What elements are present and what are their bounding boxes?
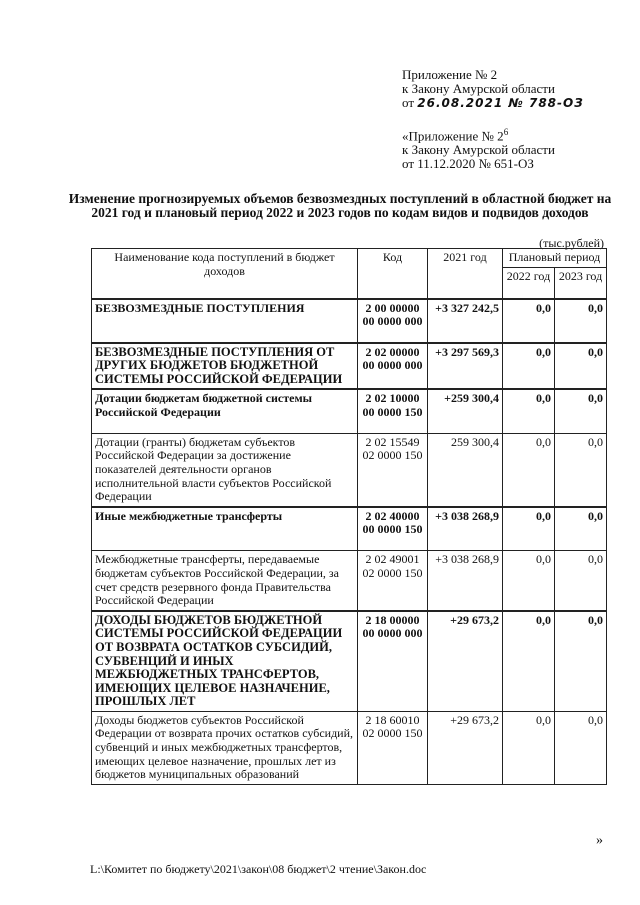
row-code: 2 18 60010 02 0000 150: [358, 711, 428, 784]
row-name: БЕЗВОЗМЕЗДНЫЕ ПОСТУПЛЕНИЯ ОТ ДРУГИХ БЮДЖЕТОВ БЮДЖЕТНОЙ СИСТЕМЫ РОССИЙСКОЙ ФЕДЕРАЦИИ: [92, 343, 358, 390]
row-2023: 0,0: [555, 611, 607, 712]
attachment-law: к Закону Амурской области: [402, 81, 555, 96]
header-2023: 2023 год: [555, 267, 607, 299]
row-2022: 0,0: [503, 611, 555, 712]
row-2021: +3 297 569,3: [428, 343, 503, 390]
header-name: Наименование кода поступлений в бюджет доходов: [92, 249, 358, 299]
row-2021: +3 327 242,5: [428, 299, 503, 343]
budget-table: [91, 248, 607, 785]
attachment-number: Приложение № 2: [402, 67, 498, 82]
handwritten-date-number: 26.08.2021 № 788-ОЗ: [417, 96, 584, 110]
header-code: Код: [358, 249, 428, 299]
row-2021: +259 300,4: [428, 389, 503, 433]
row-name: Межбюджетные трансферты, передаваемые бюджетам субъектов Российской Федерации, за счет средств резервного фонда Правительства Российской Федерации: [92, 551, 358, 611]
row-2021: +3 038 268,9: [428, 551, 503, 611]
attachment-block: [402, 68, 632, 110]
row-2022: 0,0: [503, 551, 555, 611]
row-name: Иные межбюджетные трансферты: [92, 507, 358, 551]
row-2022: 0,0: [503, 343, 555, 390]
footer-file-path: L:\Комитет по бюджету\2021\закон\08 бюджет\2 чтение\Закон.doc: [90, 862, 427, 876]
table-row: [92, 299, 607, 343]
closing-quote: »: [596, 833, 603, 848]
row-name: Дотации (гранты) бюджетам субъектов Российской Федерации за достижение показателей деятельности органов исполнительной власти субъектов Российской Федерации: [92, 433, 358, 506]
attachment-date: [402, 96, 632, 110]
row-2021: +29 673,2: [428, 611, 503, 712]
table-row: [92, 551, 607, 611]
attachment-date-prefix: от: [402, 95, 415, 110]
units-label: (тыс.рублей): [539, 236, 604, 250]
row-2023: 0,0: [555, 433, 607, 506]
original-attachment-superscript: 6: [503, 127, 509, 137]
row-2022: 0,0: [503, 299, 555, 343]
table-row: [92, 343, 607, 390]
row-code: 2 00 00000 00 0000 000: [358, 299, 428, 343]
document-title: Изменение прогнозируемых объемов безвозмездных поступлений в областной бюджет на 2021 год и плановый период 2022 и 2023 годов по кодам видов и подвидов доходов: [68, 191, 612, 220]
header-2021: 2021 год: [428, 249, 503, 299]
row-code: 2 18 00000 00 0000 000: [358, 611, 428, 712]
table-row: [92, 611, 607, 712]
row-2023: 0,0: [555, 551, 607, 611]
row-name: Доходы бюджетов субъектов Российской Федерации от возврата прочих остатков субсидий, субвенций и иных межбюджетных трансфертов, имеющих целевое назначение, прошлых лет из бюджетов муниципальных образований: [92, 711, 358, 784]
row-2023: 0,0: [555, 299, 607, 343]
row-2021: 259 300,4: [428, 433, 503, 506]
header-2022: 2022 год: [503, 267, 555, 299]
row-2022: 0,0: [503, 507, 555, 551]
row-2023: 0,0: [555, 343, 607, 390]
row-2022: 0,0: [503, 711, 555, 784]
row-2023: 0,0: [555, 711, 607, 784]
table-row: [92, 507, 607, 551]
row-2022: 0,0: [503, 389, 555, 433]
table-row: [92, 389, 607, 433]
original-attachment-number-text: «Приложение № 2: [402, 128, 504, 144]
row-2022: 0,0: [503, 433, 555, 506]
row-2021: +29 673,2: [428, 711, 503, 784]
row-code: 2 02 00000 00 0000 000: [358, 343, 428, 390]
row-code: 2 02 40000 00 0000 150: [358, 507, 428, 551]
row-2023: 0,0: [555, 389, 607, 433]
row-code: 2 02 49001 02 0000 150: [358, 551, 428, 611]
row-name: Дотации бюджетам бюджетной системы Российской Федерации: [92, 389, 358, 433]
row-name: ДОХОДЫ БЮДЖЕТОВ БЮДЖЕТНОЙ СИСТЕМЫ РОССИЙСКОЙ ФЕДЕРАЦИИ ОТ ВОЗВРАТА ОСТАТКОВ СУБСИДИЙ, СУБВЕНЦИЙ И ИНЫХ МЕЖБЮДЖЕТНЫХ ТРАНСФЕРТОВ, ИМЕЮЩИХ ЦЕЛЕВОЕ НАЗНАЧЕНИЕ, ПРОШЛЫХ ЛЕТ: [92, 611, 358, 712]
header-planned-period: Плановый период: [503, 249, 607, 268]
original-attachment-block: [402, 125, 632, 171]
original-attachment-number: [402, 125, 632, 143]
row-2021: +3 038 268,9: [428, 507, 503, 551]
table-row: [92, 711, 607, 784]
row-code: 2 02 15549 02 0000 150: [358, 433, 428, 506]
table-row: [92, 433, 607, 506]
row-2023: 0,0: [555, 507, 607, 551]
row-code: 2 02 10000 00 0000 150: [358, 389, 428, 433]
original-attachment-date: от 11.12.2020 № 651-ОЗ: [402, 156, 534, 172]
row-name: БЕЗВОЗМЕЗДНЫЕ ПОСТУПЛЕНИЯ: [92, 299, 358, 343]
original-attachment-law: к Закону Амурской области: [402, 142, 555, 158]
